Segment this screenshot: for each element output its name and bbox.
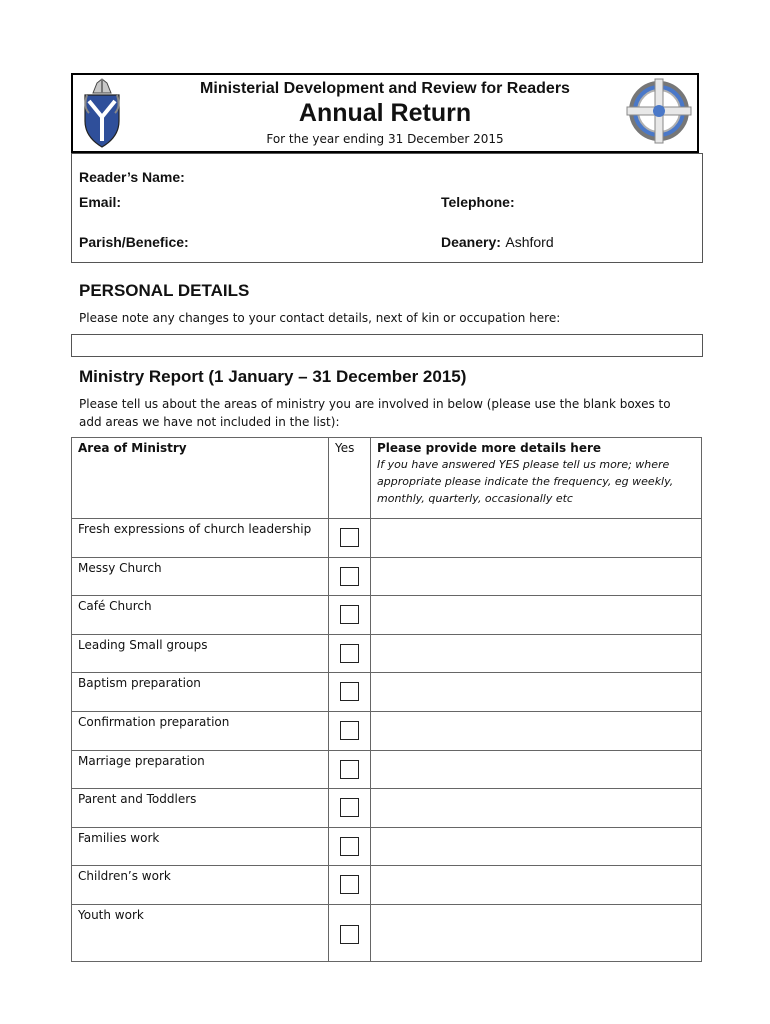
ministry-area-label: Youth work bbox=[72, 904, 329, 961]
readers-cross-seal-icon bbox=[626, 78, 692, 144]
form-header bbox=[71, 73, 699, 153]
ministry-area-label: Marriage preparation bbox=[72, 750, 329, 789]
form-subtitle: Ministerial Development and Review for Readers bbox=[200, 80, 570, 97]
reader-details-box bbox=[71, 153, 703, 263]
ministry-area-label: Messy Church bbox=[72, 557, 329, 596]
table-row bbox=[72, 827, 702, 866]
deanery-label: Deanery: bbox=[441, 234, 501, 250]
details-header-hint-2: appropriate please indicate the frequency, eg weekly, bbox=[377, 475, 674, 488]
details-field[interactable] bbox=[371, 673, 702, 712]
yes-checkbox[interactable] bbox=[340, 798, 359, 817]
details-field[interactable] bbox=[371, 711, 702, 750]
table-row bbox=[72, 866, 702, 905]
details-header-hint-3: monthly, quarterly, occasionally etc bbox=[377, 492, 573, 505]
table-row bbox=[72, 596, 702, 635]
table-row bbox=[72, 711, 702, 750]
deanery-value: Ashford bbox=[505, 234, 554, 250]
details-field[interactable] bbox=[371, 750, 702, 789]
yes-header: Yes bbox=[329, 438, 371, 519]
ministry-area-label: Leading Small groups bbox=[72, 634, 329, 673]
form-year-line: For the year ending 31 December 2015 bbox=[266, 132, 504, 146]
deanery-field bbox=[441, 234, 554, 252]
ministry-area-label: Fresh expressions of church leadership bbox=[72, 519, 329, 558]
ministry-area-label: Parent and Toddlers bbox=[72, 789, 329, 828]
details-header-hint-1: If you have answered YES please tell us more; where bbox=[377, 458, 670, 471]
details-header bbox=[371, 438, 702, 519]
ministry-area-label: Baptism preparation bbox=[72, 673, 329, 712]
ministry-intro-line-1: Please tell us about the areas of ministry you are involved in below (please use the blank boxes to bbox=[79, 397, 671, 411]
details-field[interactable] bbox=[371, 904, 702, 961]
readers-name-label: Reader’s Name: bbox=[79, 169, 185, 185]
table-row bbox=[72, 519, 702, 558]
ministry-area-label: Children’s work bbox=[72, 866, 329, 905]
details-field[interactable] bbox=[371, 557, 702, 596]
details-field[interactable] bbox=[371, 519, 702, 558]
ministry-table bbox=[71, 437, 702, 962]
table-row bbox=[72, 673, 702, 712]
parish-benefice-label: Parish/Benefice: bbox=[79, 234, 189, 250]
yes-checkbox[interactable] bbox=[340, 567, 359, 586]
table-row bbox=[72, 557, 702, 596]
contact-changes-field[interactable] bbox=[71, 334, 703, 357]
yes-checkbox[interactable] bbox=[340, 837, 359, 856]
table-row bbox=[72, 789, 702, 828]
ministry-report-heading: Ministry Report (1 January – 31 December 2015) bbox=[79, 367, 467, 386]
table-header-row bbox=[72, 438, 702, 519]
personal-details-heading: PERSONAL DETAILS bbox=[79, 281, 250, 300]
ministry-area-label: Confirmation preparation bbox=[72, 711, 329, 750]
details-field[interactable] bbox=[371, 866, 702, 905]
email-label: Email: bbox=[79, 194, 122, 210]
yes-checkbox[interactable] bbox=[340, 875, 359, 894]
table-row bbox=[72, 904, 702, 961]
ministry-area-label: Café Church bbox=[72, 596, 329, 635]
yes-checkbox[interactable] bbox=[340, 925, 359, 944]
yes-checkbox[interactable] bbox=[340, 528, 359, 547]
form-title: Annual Return bbox=[298, 99, 472, 127]
yes-checkbox[interactable] bbox=[340, 605, 359, 624]
ministry-area-label: Families work bbox=[72, 827, 329, 866]
details-header-title: Please provide more details here bbox=[377, 441, 602, 455]
details-field[interactable] bbox=[371, 789, 702, 828]
yes-checkbox[interactable] bbox=[340, 644, 359, 663]
details-field[interactable] bbox=[371, 596, 702, 635]
yes-checkbox[interactable] bbox=[340, 760, 359, 779]
table-row bbox=[72, 750, 702, 789]
personal-details-note: Please note any changes to your contact details, next of kin or occupation here: bbox=[79, 311, 561, 325]
details-field[interactable] bbox=[371, 634, 702, 673]
area-of-ministry-header: Area of Ministry bbox=[72, 438, 329, 519]
details-field[interactable] bbox=[371, 827, 702, 866]
yes-checkbox[interactable] bbox=[340, 682, 359, 701]
ministry-intro-line-2: add areas we have not included in the list): bbox=[79, 415, 340, 429]
yes-checkbox[interactable] bbox=[340, 721, 359, 740]
telephone-label: Telephone: bbox=[441, 194, 515, 210]
table-row bbox=[72, 634, 702, 673]
